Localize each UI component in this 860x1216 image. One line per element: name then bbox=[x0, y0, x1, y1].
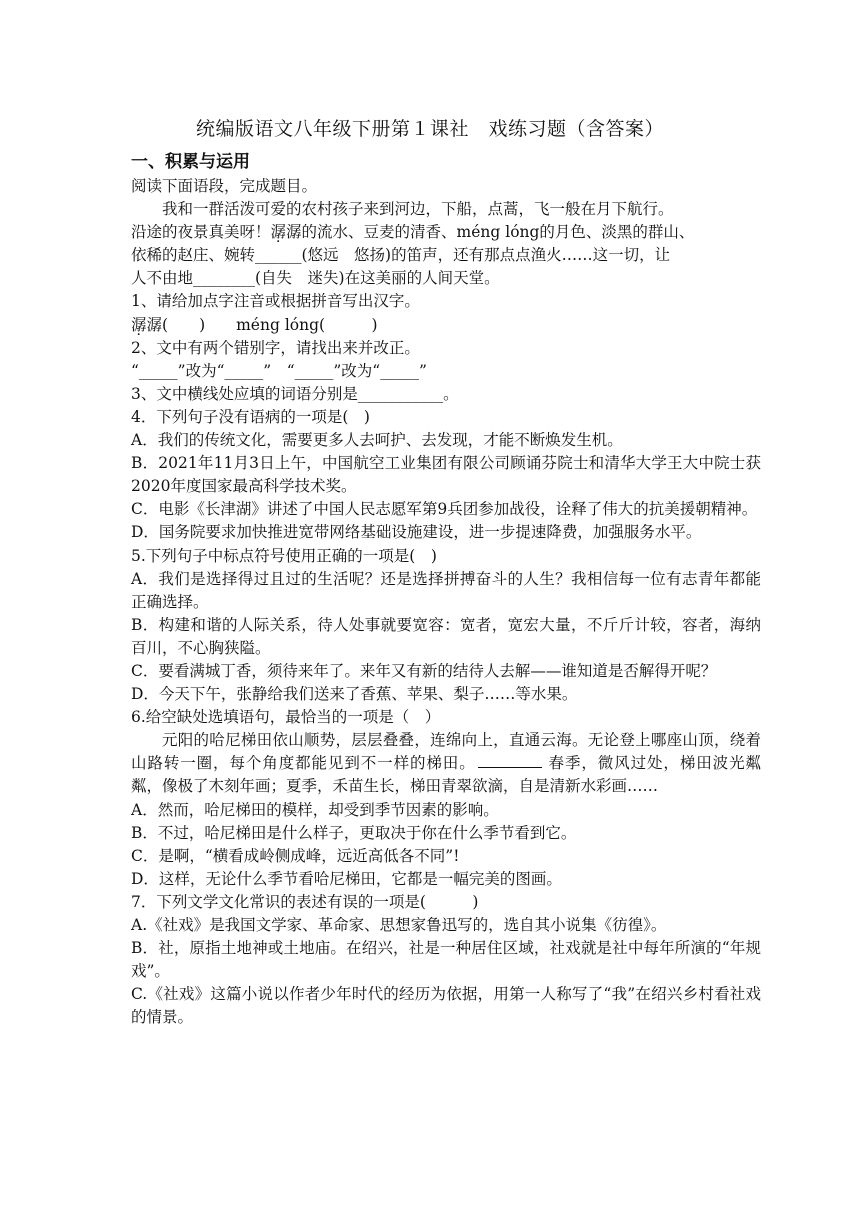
question-6-option: A．然而，哈尼梯田的模样，却受到季节因素的影响。 bbox=[131, 800, 499, 819]
question-6-option: B．不过，哈尼梯田是什么样子，更取决于你在什么季节看到它。 bbox=[131, 823, 577, 842]
passage-text: 潺的流水、豆麦的清香、méng lóng的月色、淡黑的群山、 bbox=[286, 223, 695, 242]
question-5-stem: 5.下列句子中标点符号使用正确的一项是( ) bbox=[131, 546, 437, 565]
passage-line: 依稀的赵庄、婉转______(悠远 悠扬)的笛声，还有那点点渔火……这一切，让 bbox=[131, 246, 671, 265]
document-title: 统编版语文八年级下册第１课社 戏练习题（含答案） bbox=[195, 118, 664, 140]
question-5-option: C．要看满城丁香，须待来年了。来年又有新的结待人去解——谁知道是否解得开呢？ bbox=[131, 661, 717, 680]
question-5-option: B．构建和谐的人际关系，待人处事就要宽容：宽者，宽宏大量，不斤斤计较，容者，海纳百川，不心胸狭隘。 bbox=[131, 615, 761, 657]
passage-line bbox=[131, 221, 761, 244]
question-6-stem: 6.给空缺处选填语句，最恰当的一项是（ ） bbox=[131, 708, 441, 727]
question-6-option: C．是啊，“横看成岭侧成峰，远近高低各不同”! bbox=[131, 846, 460, 865]
emphasis-dot-char: 潺 bbox=[131, 315, 147, 334]
question-4-option: C．电影《长津湖》讲述了中国人民志愿军第9兵团参加战役，诠释了伟大的抗美援朝精神。 bbox=[131, 500, 758, 519]
section-heading: 一、积累与运用 bbox=[131, 152, 250, 172]
question-6-passage bbox=[131, 729, 761, 798]
emphasis-dot-char: 潺 bbox=[270, 223, 287, 242]
question-5-option: D．今天下午，张静给我们送来了香蕉、苹果、梨子……等水果。 bbox=[131, 685, 578, 704]
question-7-option: B．社，原指土地神或土地庙。在绍兴，社是一种居住区域，社戏就是社中每年所演的“年规戏”。 bbox=[131, 939, 761, 981]
question-4-option: D．国务院要求加快推进宽带网络基础设施建设，进一步提速降费，加强服务水平。 bbox=[131, 523, 702, 542]
passage-line: 人不由地________(自失 迷失)在这美丽的人间天堂。 bbox=[131, 269, 500, 288]
question-5-option: A．我们是选择得过且过的生活呢？还是选择拼搏奋斗的人生？我相信每一位有志青年都能正确选择。 bbox=[131, 569, 761, 611]
question-7-stem: 7．下列文学文化常识的表述有误的一项是( ) bbox=[131, 892, 479, 911]
passage-text: 元阳的哈尼梯田依山顺势，层层叠叠，连绵向上，直通云海。无论登上哪座山顶，绕着山路转一圈，每个角度都能见到不一样的梯田。 bbox=[131, 731, 761, 773]
question-4-option: A．我们的传统文化，需要更多人去呵护、去发现，才能不断焕发生机。 bbox=[131, 431, 623, 450]
question-3: 3、文中横线处应填的词语分别是___________。 bbox=[131, 384, 459, 403]
question-1-answer bbox=[131, 314, 761, 337]
passage-text: 春季，微风过处，梯田波光粼粼，像极了木刻年画；夏季，禾苗生长，梯田青翠欲滴，自是清新水彩画…… bbox=[131, 754, 761, 796]
question-1-stem: 1、请给加点字注音或根据拼音写出汉字。 bbox=[131, 292, 420, 311]
question-7-option: A.《社戏》是我国文学家、革命家、思想家鲁迅写的，选自其小说集《彷徨》。 bbox=[131, 916, 667, 934]
question-2-stem: 2、文中有两个错别字，请找出来并改正。 bbox=[131, 338, 420, 357]
question-6-option: D．这样，无论什么季节看哈尼梯田，它都是一幅完美的图画。 bbox=[131, 869, 562, 888]
question-7-option: C.《社戏》这篇小说以作者少年时代的经历为依据，用第一人称写了“我”在绍兴乡村看社戏的情景。 bbox=[131, 985, 761, 1027]
passage-line: 我和一群活泼可爱的农村孩子来到河边，下船，点蒿，飞一般在月下航行。 bbox=[162, 200, 674, 219]
document-body bbox=[131, 150, 761, 1029]
passage-text: 沿途的夜景真美呀！ bbox=[131, 223, 271, 242]
question-2-answer: “_____”改为“_____” “_____”改为“_____” bbox=[131, 361, 427, 380]
question-4-stem: 4．下列句子没有语病的一项是( ) bbox=[131, 407, 370, 426]
fill-blank-line bbox=[478, 753, 542, 768]
question-4-option: B．2021年11月3日上午，中国航空工业集团有限公司顾诵芬院士和清华大学王大中院士获2020年度国家最高科学技术奖。 bbox=[131, 454, 761, 496]
instruction-text: 阅读下面语段，完成题目。 bbox=[131, 177, 318, 195]
answer-blank-text: 潺( ) méng lóng( ) bbox=[146, 315, 378, 334]
